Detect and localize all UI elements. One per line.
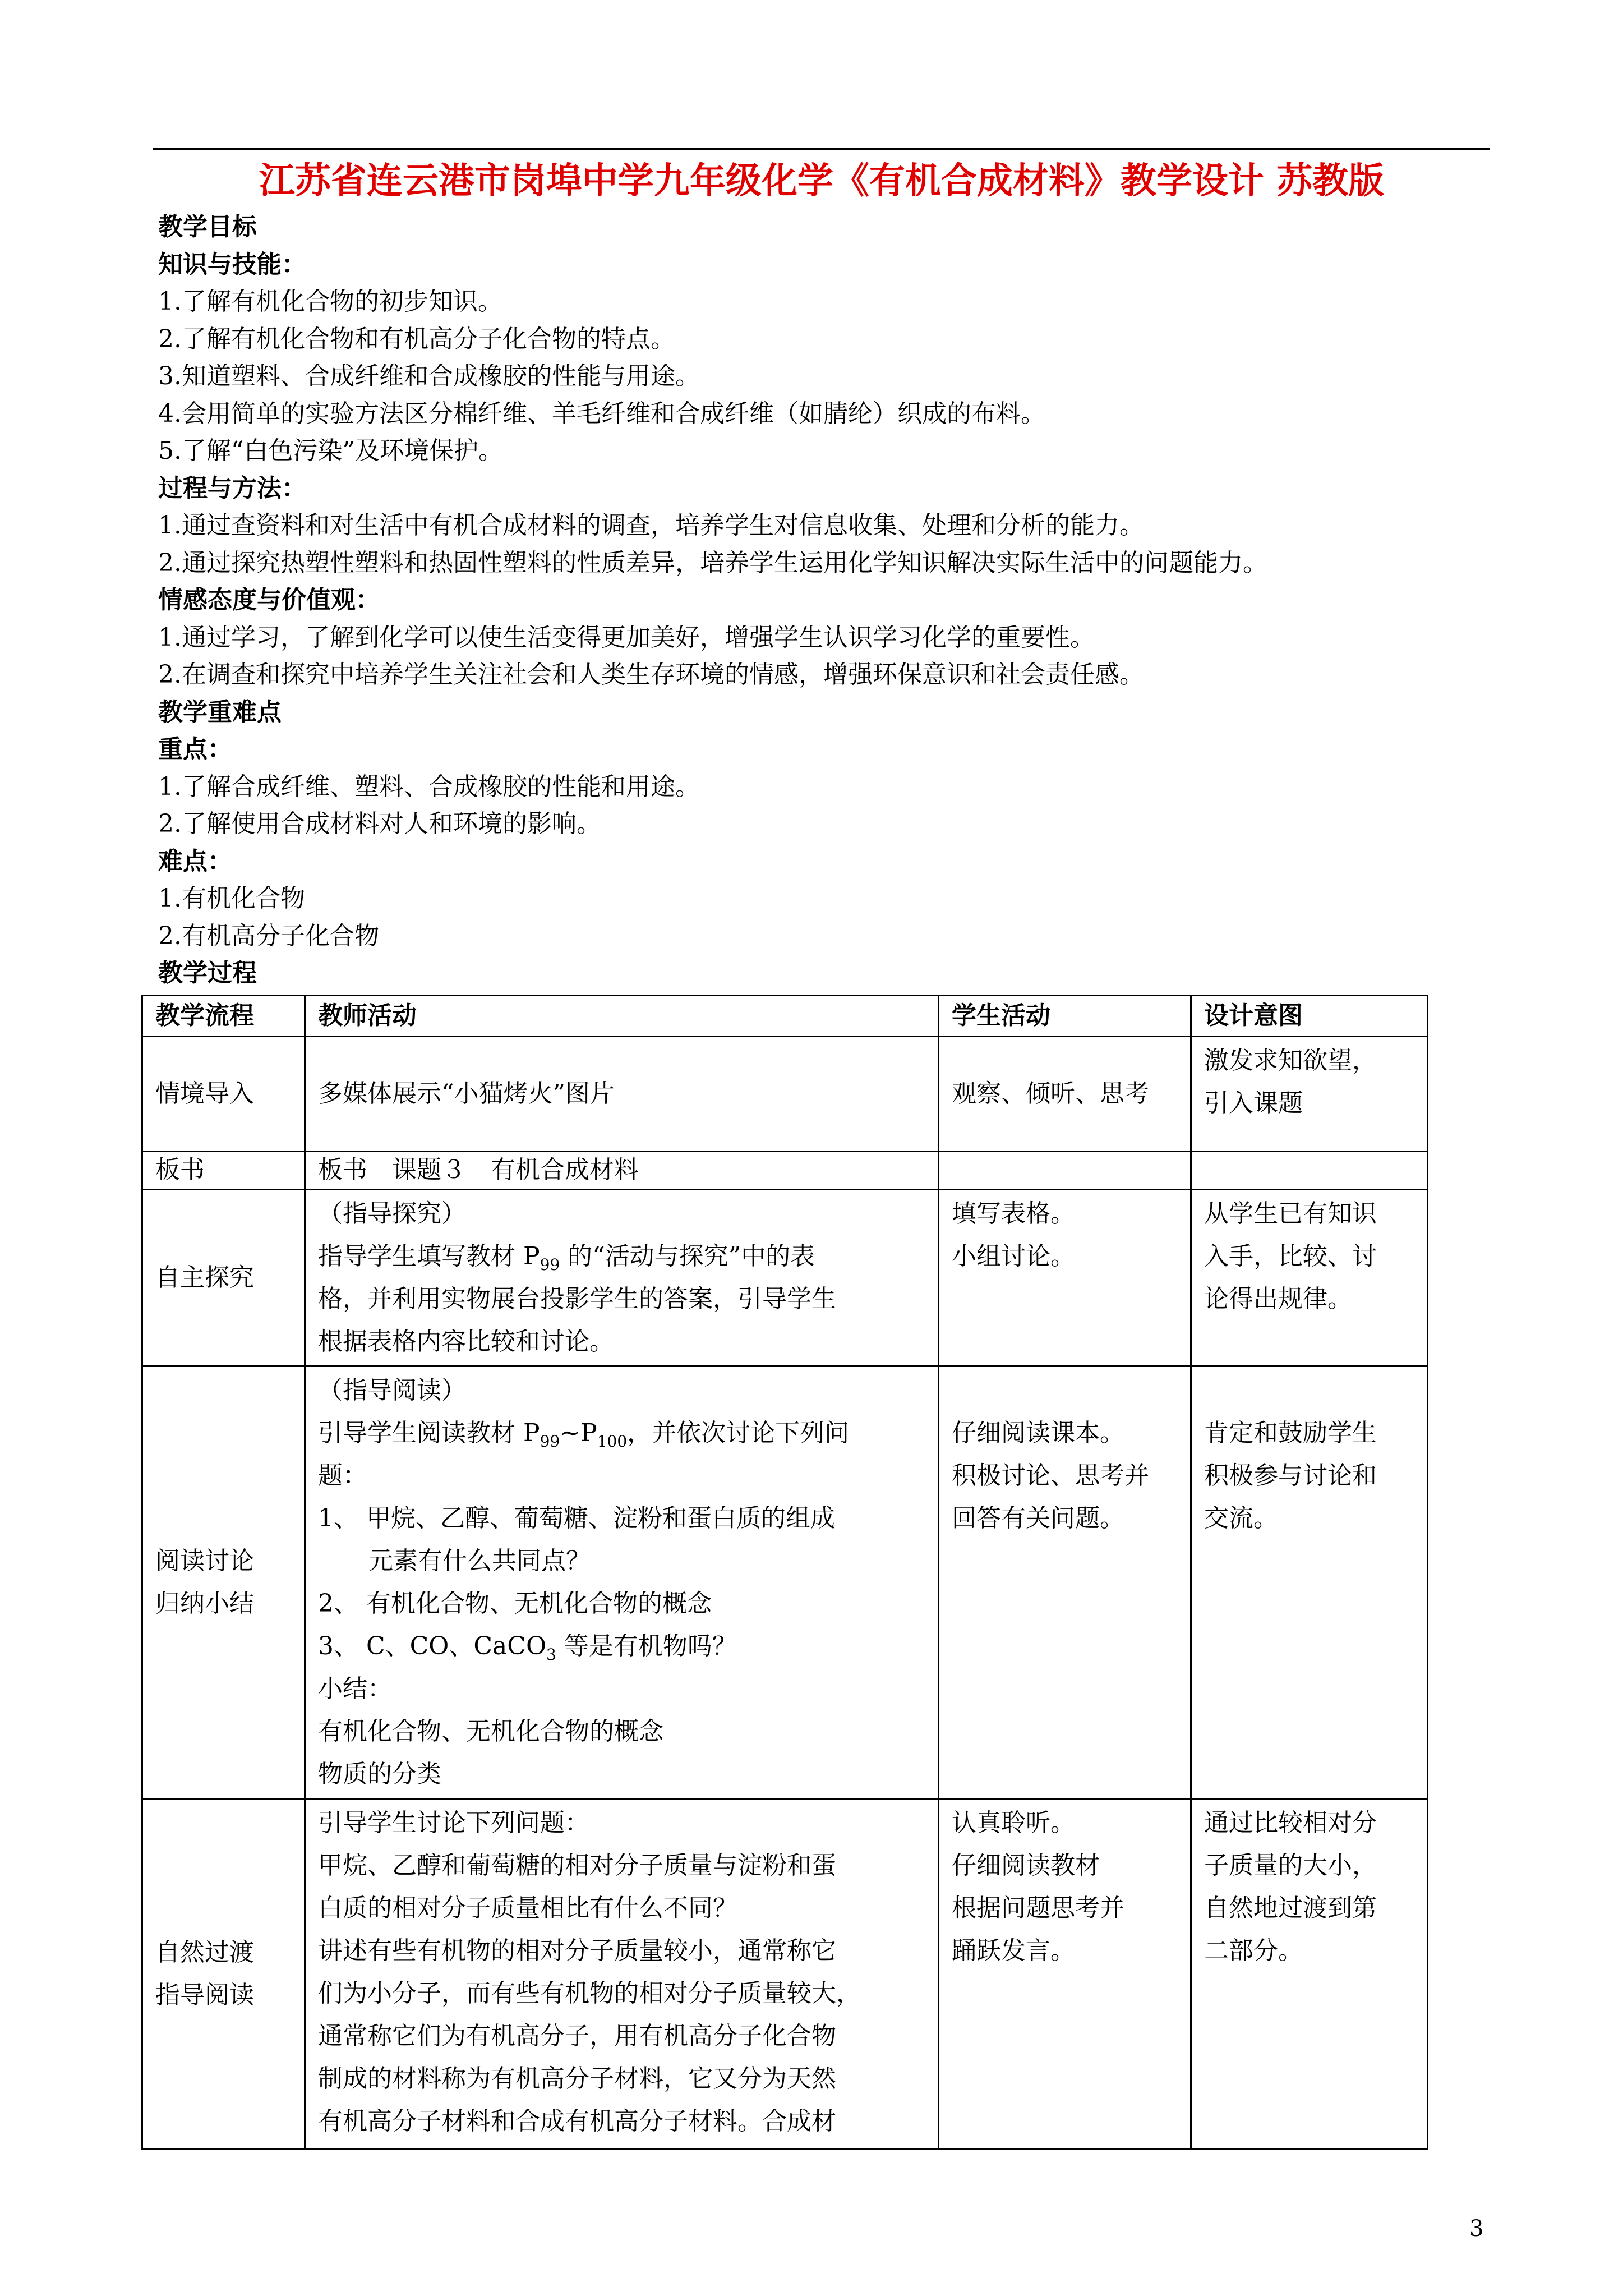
text-line: 1.了解合成纤维、塑料、合成橡胶的性能和用途。 [158,772,700,801]
cell-line: 3、 C、CO、CaCO$_3$ 等是有机物吗？ [318,1632,737,1664]
cell-line: 激发求知欲望， [1204,1046,1377,1075]
text-line: 1.有机化合物 [158,884,305,913]
cell-line: 交流。 [1204,1504,1278,1533]
student-activity-cell [939,1037,1191,1152]
text-line: 2.通过探究热塑性塑料和热固性塑料的性质差异，培养学生运用化学知识解决实际生活中的问题能力。 [158,548,1267,577]
design-intent-cell [1191,1190,1428,1366]
text-line: 5.了解“白色污染”及环境保护。 [158,436,503,465]
design-intent-cell [1191,1799,1428,2150]
cell-line: 认真聆听。 [952,1809,1075,1837]
document-body [158,209,1504,992]
student-activity-cell [939,1152,1191,1190]
text-line: 知识与技能： [158,250,306,279]
student-activity-cell [939,1190,1191,1366]
teacher-activity-cell [305,1366,939,1799]
column-header: 设计意图 [1191,996,1428,1037]
cell-line: 物质的分类 [318,1760,441,1788]
text-line: 教学过程 [158,959,257,987]
cell-line: 格，并利用实物展台投影学生的答案，引导学生 [318,1285,836,1313]
stage-cell [142,1799,305,2150]
cell-line: 肯定和鼓励学生 [1204,1419,1377,1447]
cell-line: 小组讨论。 [952,1242,1075,1271]
cell-line: 小结： [318,1674,392,1703]
stage-cell [142,1190,305,1366]
cell-line: 从学生已有知识 [1204,1199,1377,1228]
teacher-activity-cell [305,1799,939,2150]
text-line: 1.通过查资料和对生活中有机合成材料的调查，培养学生对信息收集、处理和分析的能力。 [158,511,1144,540]
cell-line: 填写表格。 [952,1199,1075,1228]
cell-line: 板书 [155,1156,205,1184]
cell-line: 制成的材料称为有机高分子材料，它又分为天然 [318,2064,836,2093]
cell-line: 情境导入 [155,1079,254,1108]
cell-line: 积极参与讨论和 [1204,1461,1377,1490]
text-line: 1.了解有机化合物的初步知识。 [158,287,502,316]
cell-line: 讲述有些有机物的相对分子质量较小，通常称它 [318,1936,836,1965]
cell-line: 通常称它们为有机高分子，用有机高分子化合物 [318,2022,836,2050]
text-line: 过程与方法： [158,473,306,503]
text-line: 难点： [158,846,232,876]
cell-line: 根据问题思考并 [952,1894,1124,1922]
column-header: 教师活动 [305,996,939,1037]
cell-line: 踊跃发言。 [952,1936,1075,1965]
cell-line: 引导学生讨论下列问题： [318,1809,589,1837]
document-title: 江苏省连云港市岗埠中学九年级化学《有机合成材料》教学设计 苏教版 [259,160,1385,202]
cell-line: 2、 有机化合物、无机化合物的概念 [318,1589,712,1618]
cell-line: 阅读讨论 [155,1547,254,1575]
cell-line: 有机化合物、无机化合物的概念 [318,1717,663,1746]
column-header: 教学流程 [142,996,305,1037]
cell-line: 根据表格内容比较和讨论。 [318,1327,614,1356]
table-row [142,1366,1428,1799]
header-rule [153,148,1490,150]
cell-line: 论得出规律。 [1204,1285,1352,1313]
cell-line: 仔细阅读教材 [952,1851,1100,1880]
cell-line: 回答有关问题。 [952,1504,1124,1533]
stage-cell [142,1152,305,1190]
cell-line: 自然过渡 [155,1938,254,1967]
cell-line: 元素有什么共同点？ [368,1547,591,1575]
cell-line: 有机高分子材料和合成有机高分子材料。合成材 [318,2107,836,2136]
text-line: 教学重难点 [158,697,282,726]
cell-line: 白质的相对分子质量相比有什么不同？ [318,1894,737,1922]
cell-line: 甲烷、乙醇和葡萄糖的相对分子质量与淀粉和蛋 [318,1851,836,1880]
cell-line: 指导学生填写教材 $P_{99}$ 的“活动与探究”中的表 [318,1242,815,1274]
cell-line: 引导学生阅读教材 $P_{99}\sim P_{100}$，并依次讨论下列问 [318,1419,850,1451]
stage-cell [142,1037,305,1152]
stage-cell [142,1366,305,1799]
table-row [142,1037,1428,1152]
text-line: 2.了解有机化合物和有机高分子化合物的特点。 [158,324,675,353]
student-activity-cell [939,1799,1191,2150]
column-header: 学生活动 [939,996,1191,1037]
page-number: 3 [1469,2216,1484,2242]
design-intent-cell [1191,1152,1428,1190]
teacher-activity-cell [305,1190,939,1366]
text-line: 重点： [158,735,232,763]
cell-line: 们为小分子，而有些有机物的相对分子质量较大， [318,1979,861,2008]
table-row [142,1190,1428,1366]
cell-line: 观察、倾听、思考 [952,1079,1149,1108]
table-row [142,1799,1428,2150]
cell-line: 引入课题 [1204,1089,1303,1117]
text-line: 3.知道塑料、合成纤维和合成橡胶的性能与用途。 [158,362,700,390]
teaching-process-table [141,995,1428,2150]
cell-line: 自主探究 [155,1263,254,1292]
text-line: 1.通过学习，了解到化学可以使生活变得更加美好，增强学生认识学习化学的重要性。 [158,623,1095,652]
design-intent-cell [1191,1037,1428,1152]
cell-line: 多媒体展示“小猫烤火”图片 [318,1079,615,1108]
cell-line: （指导阅读） [318,1376,466,1405]
cell-line: 积极讨论、思考并 [952,1461,1149,1490]
text-line: 情感态度与价值观： [158,586,380,614]
text-line: 4.会用简单的实验方法区分棉纤维、羊毛纤维和合成纤维（如腈纶）织成的布料。 [158,399,1045,428]
teacher-activity-cell [305,1037,939,1152]
cell-line: 1、 甲烷、乙醇、葡萄糖、淀粉和蛋白质的组成 [318,1504,835,1533]
cell-line: （指导探究） [318,1199,466,1228]
cell-line: 二部分。 [1204,1936,1303,1965]
cell-line: 子质量的大小， [1204,1851,1377,1880]
cell-line: 仔细阅读课本。 [952,1419,1124,1447]
cell-line: 题： [318,1461,367,1490]
text-line: 教学目标 [158,213,257,241]
cell-line: 归纳小结 [155,1589,254,1618]
cell-line: 板书 课题３ 有机合成材料 [318,1156,639,1184]
text-line: 2.在调查和探究中培养学生关注社会和人类生存环境的情感，增强环保意识和社会责任感。 [158,660,1144,689]
text-line: 2.了解使用合成材料对人和环境的影响。 [158,809,601,838]
cell-line: 自然地过渡到第 [1204,1894,1377,1922]
table-header-row [142,996,1428,1037]
cell-line: 通过比较相对分 [1204,1809,1377,1837]
design-intent-cell [1191,1366,1428,1799]
cell-line: 指导阅读 [155,1981,254,2009]
table-row [142,1152,1428,1190]
text-line: 2.有机高分子化合物 [158,921,379,950]
cell-line: 入手，比较、讨 [1204,1242,1377,1271]
student-activity-cell [939,1366,1191,1799]
teacher-activity-cell [305,1152,939,1190]
